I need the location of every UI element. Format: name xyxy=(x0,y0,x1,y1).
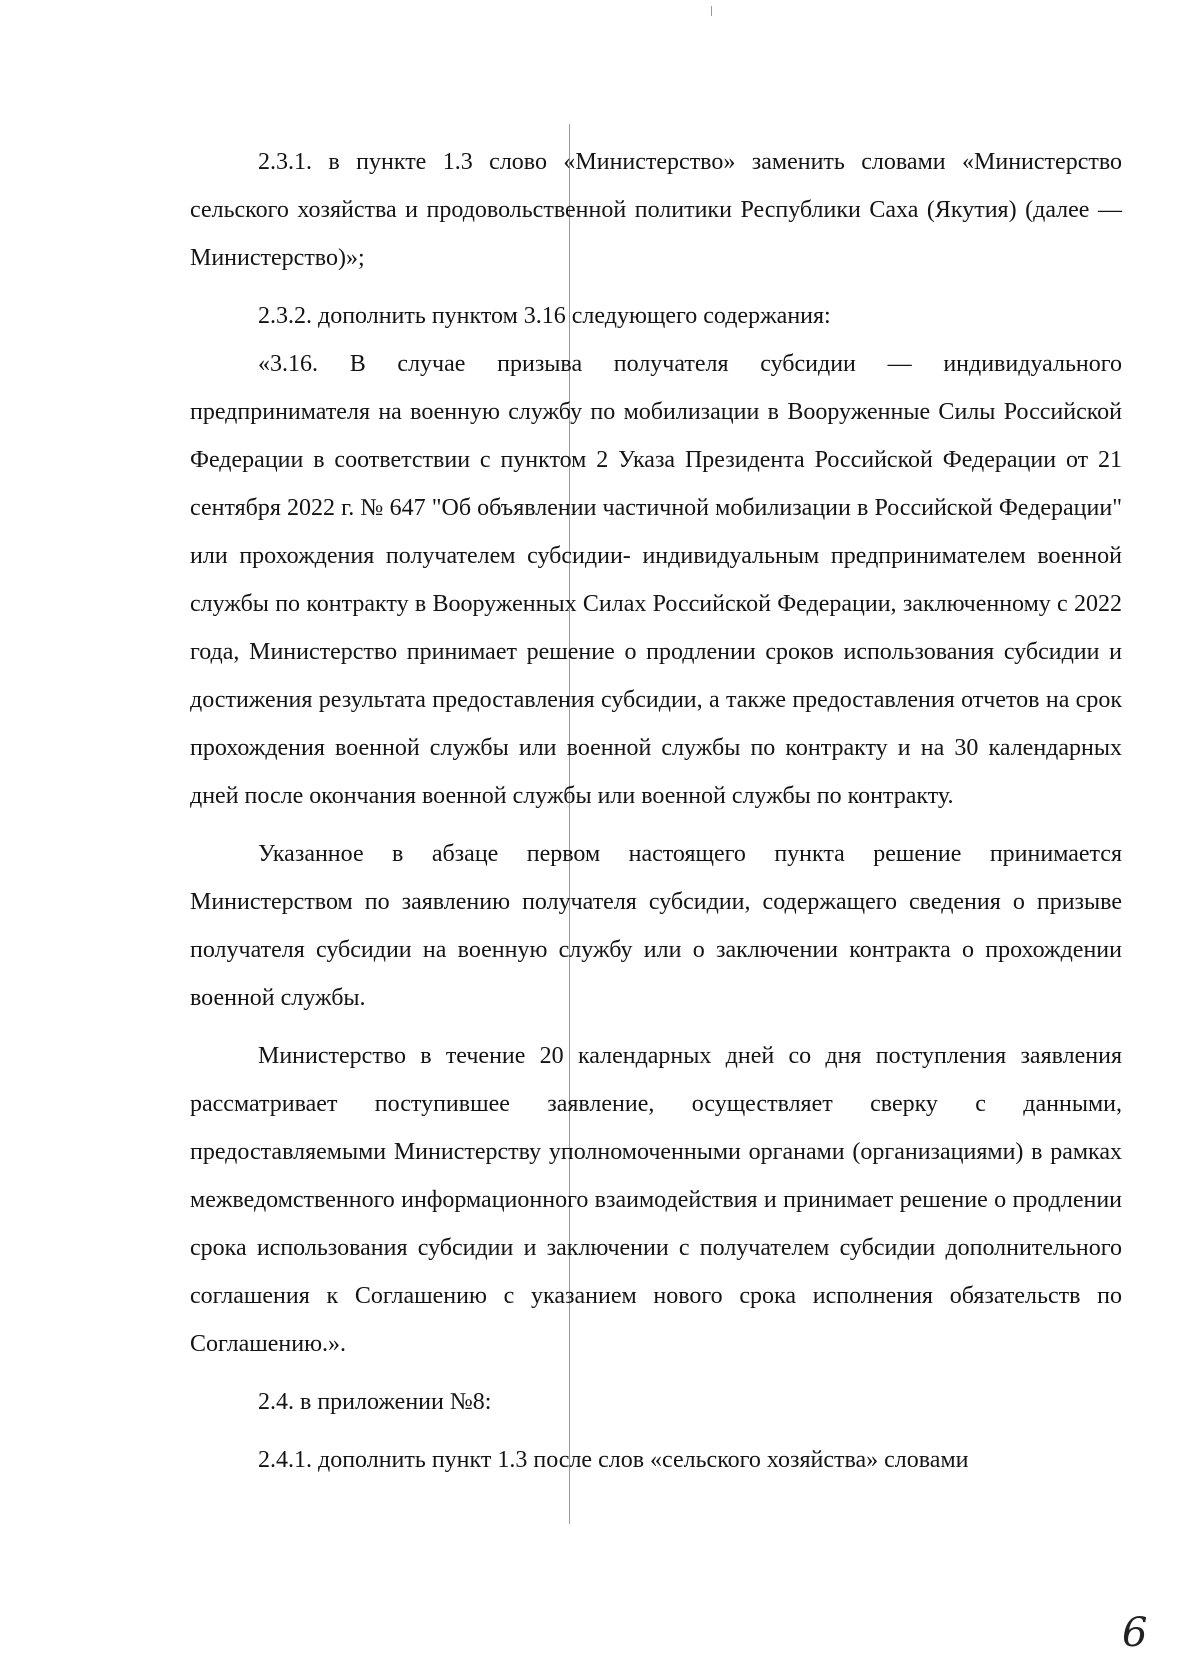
document-body xyxy=(190,138,1122,1484)
paragraph-3-16: «3.16. В случае призыва получателя субсидии — индивидуального предпринимателя на военную службу по мобилизации в Вооруженные Силы Российской Федерации в соответствии с пунктом 2 Указа Президента Российской Федерации от 21 сентября 2022 г. № 647 "Об объявлении частичной мобилизации в Российской Федерации" или прохождения получателем субсидии- индивидуальным предпринимателем военной службы по контракту в Вооруженных Силах Российской Федерации, заключенному с 2022 года, Министерство принимает решение о продлении сроков использования субсидии и достижения результата предоставления субсидии, а также предоставления отчетов на срок прохождения военной службы или военной службы по контракту и на 30 календарных дней после окончания военной службы или военной службы по контракту. xyxy=(190,351,1122,809)
scan-artifact-top xyxy=(711,6,712,16)
paragraph-2-4-1: 2.4.1. дополнить пункт 1.3 после слов «сельского хозяйства» словами xyxy=(258,1447,969,1473)
paragraph-2-4: 2.4. в приложении №8: xyxy=(258,1389,492,1415)
paragraph-decision: Указанное в абзаце первом настоящего пункта решение принимается Министерством по заявлению получателя субсидии, содержащего сведения о призыве получателя субсидии на военную службу или о заключении контракта о прохождении военной службы. xyxy=(190,841,1122,1011)
paragraph-ministry-review: Министерство в течение 20 календарных дней со дня поступления заявления рассматривает поступившее заявление, осуществляет сверку с данными, предоставляемыми Министерству уполномоченными органами (организациями) в рамках межведомственного информационного взаимодействия и принимает решение о продлении срока использования субсидии и заключении с получателем субсидии дополнительного соглашения к Соглашению с указанием нового срока исполнения обязательств по Соглашению.». xyxy=(190,1043,1122,1357)
paragraph-2-3-1: 2.3.1. в пункте 1.3 слово «Министерство» заменить словами «Министерство сельского хозяйства и продовольственной политики Республики Саха (Якутия) (далее — Министерство)»; xyxy=(190,149,1122,271)
page-number: 6 xyxy=(1122,1610,1148,1656)
paragraph-2-3-2: 2.3.2. дополнить пунктом 3.16 следующего содержания: xyxy=(258,303,831,329)
